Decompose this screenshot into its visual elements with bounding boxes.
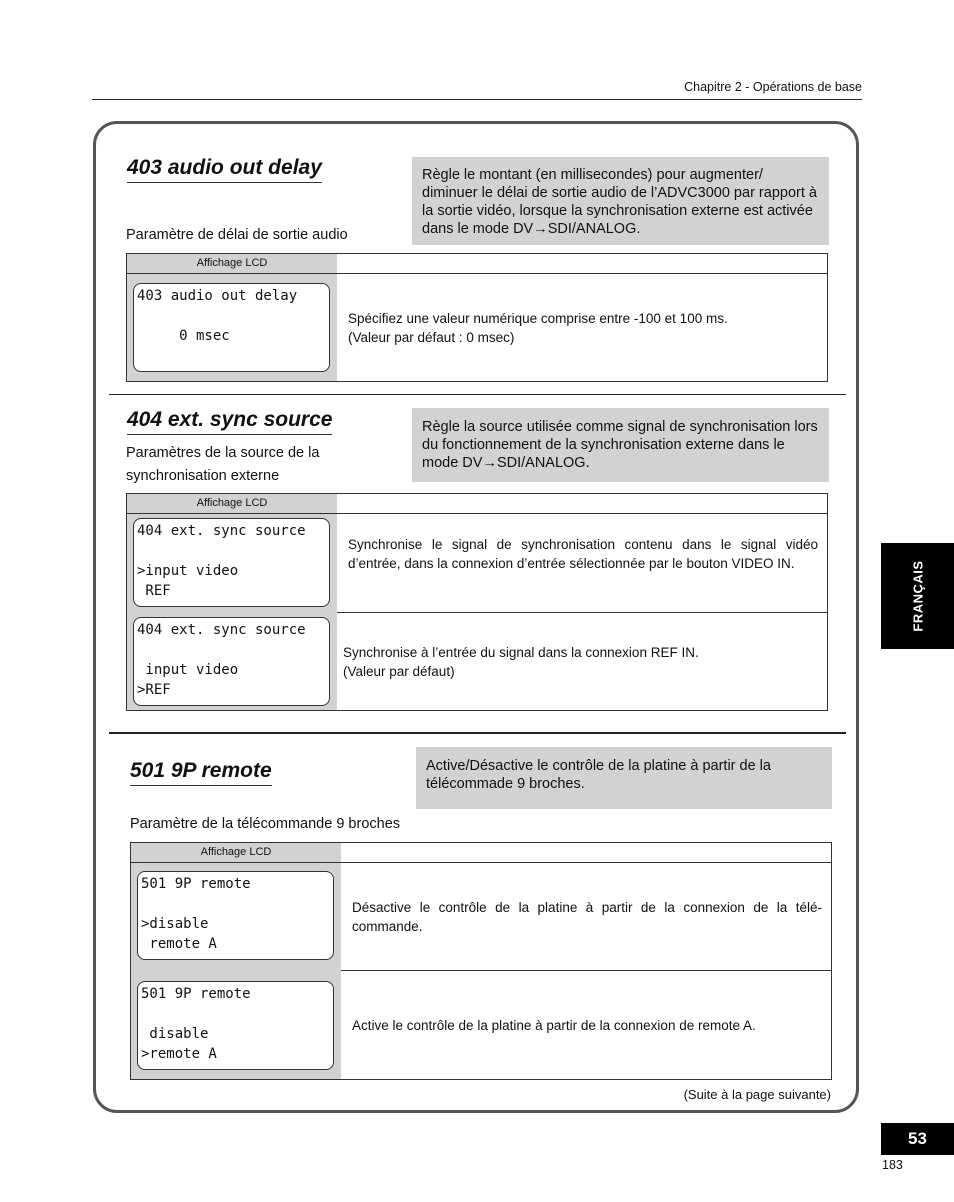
param-label-501: Paramètre de la télécommande 9 broches <box>130 816 401 832</box>
table-header-rule <box>131 862 831 863</box>
lcd-display: 404 ext. sync source >input video REF <box>133 518 330 607</box>
row-description: Désactive le contrôle de la platine à partir de la connexion de la télé-commande. <box>352 900 822 934</box>
row-rule <box>337 612 827 613</box>
table-header-rule <box>127 513 827 514</box>
header-rule <box>92 99 862 100</box>
section-description-501: Active/Désactive le contrôle de la platine à partir de la télécommade 9 broches. <box>416 747 832 809</box>
lcd-display: 404 ext. sync source input video >REF <box>133 617 330 706</box>
lcd-column-header: Affichage LCD <box>200 846 272 858</box>
section-title-501: 501 9P remote <box>130 759 272 786</box>
settings-table-403 <box>126 253 828 382</box>
table-header-rule <box>127 273 827 274</box>
section-divider <box>109 732 846 734</box>
section-description-404: Règle la source utilisée comme signal de synchronisation lors du fonctionnement de la synchronisation externe dans le mode DV→SDI/ANALOG. <box>412 408 829 482</box>
continued-note: (Suite à la page suivante) <box>683 1087 831 1102</box>
language-tab <box>881 543 954 649</box>
param-label-403: Paramètre de délai de sortie audio <box>126 227 348 243</box>
section-title-403: 403 audio out delay <box>127 156 322 183</box>
row-description: Synchronise à l’entrée du signal dans la connexion REF IN. (Valeur par défaut) <box>343 645 699 679</box>
lcd-display: 501 9P remote disable >remote A <box>137 981 334 1070</box>
lcd-column-header: Affichage LCD <box>196 257 268 269</box>
lcd-display: 403 audio out delay 0 msec <box>133 283 330 372</box>
page-number: 53 <box>881 1123 954 1155</box>
row-description: Synchronise le signal de synchronisation contenu dans le signal vidéo d’entrée, dans la connexion d’entrée sélectionnée par le bouton VIDEO IN. <box>348 537 818 571</box>
settings-table-404 <box>126 493 828 711</box>
settings-table-501 <box>130 842 832 1080</box>
section-description-403: Règle le montant (en millisecondes) pour augmenter/ diminuer le délai de sortie audio de l’ADVC3000 par rapport à la sortie vidéo, lorsque la synchronisation externe est activée dans le mode DV→SDI/ANALOG. <box>412 157 829 245</box>
lcd-display: 501 9P remote >disable remote A <box>137 871 334 960</box>
row-rule <box>341 970 831 971</box>
language-tab-label: FRANÇAIS <box>910 560 925 632</box>
section-divider <box>109 394 846 395</box>
lcd-column-header: Affichage LCD <box>196 497 268 509</box>
param-label-404: Paramètres de la source de la synchronisation externe <box>126 445 320 484</box>
page-sub-number: 183 <box>882 1158 903 1172</box>
chapter-header: Chapitre 2 - Opérations de base <box>684 80 862 94</box>
section-title-404: 404 ext. sync source <box>127 408 332 435</box>
row-description: Spécifiez une valeur numérique comprise entre -100 et 100 ms. (Valeur par défaut : 0 msec) <box>348 311 728 345</box>
row-description: Active le contrôle de la platine à partir de la connexion de remote A. <box>352 1018 756 1033</box>
